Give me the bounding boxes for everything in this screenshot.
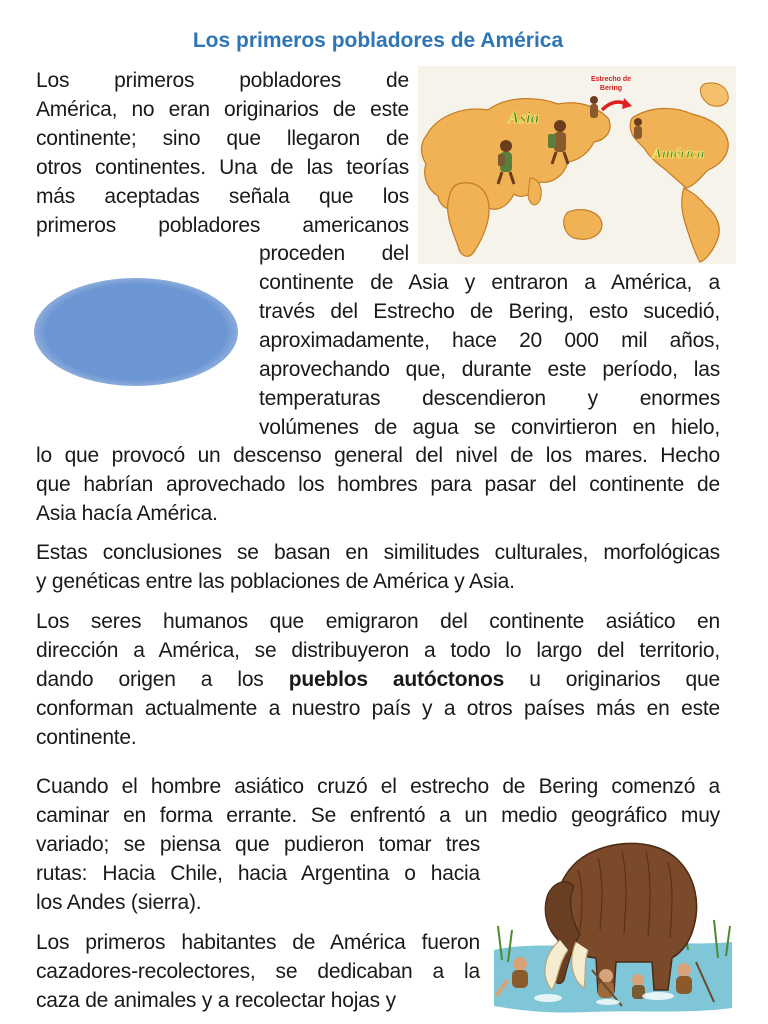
text-line: Los primeros habitantes de América fueron <box>36 931 480 954</box>
paragraph-4-full <box>36 773 720 831</box>
text-line: primeros pobladores americanos <box>36 213 409 237</box>
paragraph-5 <box>36 929 480 1016</box>
america-label: América <box>652 146 705 162</box>
text-line: continente. <box>36 725 137 749</box>
world-map-illustration <box>418 66 736 264</box>
text-line: Cuando el hombre asiático cruzó el estrecho de Bering comenzó a <box>36 775 720 798</box>
text-line <box>36 666 720 695</box>
text-line: continente; sino que llegaron de <box>36 126 409 150</box>
text-line: Los seres humanos que emigraron del continente asiático en <box>36 610 720 633</box>
text-fragment: u originarios que <box>504 667 720 691</box>
text-line: que habrían aprovechado los hombres para pasar del continente de <box>36 472 720 496</box>
text-line: Estas conclusiones se basan en similitudes culturales, morfológicas <box>36 541 720 564</box>
text-line: volúmenes de agua se convirtieron en hielo, <box>259 415 720 439</box>
page-title: Los primeros pobladores de América <box>192 29 564 52</box>
paragraph-4-narrow <box>36 831 480 918</box>
strait-label-line2: Bering <box>599 85 623 92</box>
text-line: variado; se piensa que pudieron tomar tres <box>36 833 480 856</box>
text-line: caza de animales y a recolectar hojas y <box>36 988 396 1012</box>
text-line: través del Estrecho de Bering, esto sucedió, <box>259 299 720 323</box>
text-line: los Andes (sierra). <box>36 890 202 914</box>
text-line: aprovechando que, durante este período, las <box>259 357 720 381</box>
traveler-figure-4 <box>634 118 642 139</box>
paragraph-3 <box>36 608 720 753</box>
paragraph-1-upper <box>36 67 409 240</box>
traveler-figure-3 <box>590 96 598 118</box>
text-line: temperaturas descendieron y enormes <box>259 386 720 410</box>
blurred-image-placeholder <box>34 278 238 386</box>
paragraph-1-lower <box>36 442 720 529</box>
text-line: continente de Asia y entraron a América, a <box>259 271 720 294</box>
asia-label: Asia <box>508 108 540 127</box>
paragraph-1-wrap-line <box>259 240 409 269</box>
text-fragment: dando origen a los <box>36 667 289 691</box>
text-line: aproximadamente, hace 20 000 mil años, <box>259 328 720 352</box>
text-line: Los primeros pobladores de <box>36 69 409 92</box>
paragraph-1-middle <box>259 269 720 442</box>
text-line: proceden del <box>259 242 409 265</box>
text-line: América, no eran originarios de este <box>36 97 409 121</box>
text-line: dirección a América, se distribuyeron a todo lo largo del territorio, <box>36 638 720 662</box>
mammoth-hunt-illustration <box>488 830 738 1016</box>
text-line: caminar en forma errante. Se enfrentó a un medio geográfico muy <box>36 803 720 827</box>
text-line: Asia hacía América. <box>36 501 218 525</box>
text-line: rutas: Hacia Chile, hacia Argentina o hacia <box>36 861 480 885</box>
bering-migration-map <box>418 66 736 264</box>
text-line: más aceptadas señala que los <box>36 184 409 208</box>
bold-term: pueblos autóctonos <box>288 667 505 691</box>
strait-label-line1: Estrecho de <box>590 76 632 83</box>
text-line: otros continentes. Una de las teorías <box>36 155 409 179</box>
text-line: lo que provocó un descenso general del nivel de los mares. Hecho <box>36 444 720 467</box>
text-line: y genéticas entre las poblaciones de América y Asia. <box>36 569 515 593</box>
text-line: conforman actualmente a nuestro país y a otros países más en este <box>36 696 720 720</box>
text-line: cazadores-recolectores, se dedicaban a la <box>36 959 480 983</box>
paragraph-2 <box>36 539 720 597</box>
